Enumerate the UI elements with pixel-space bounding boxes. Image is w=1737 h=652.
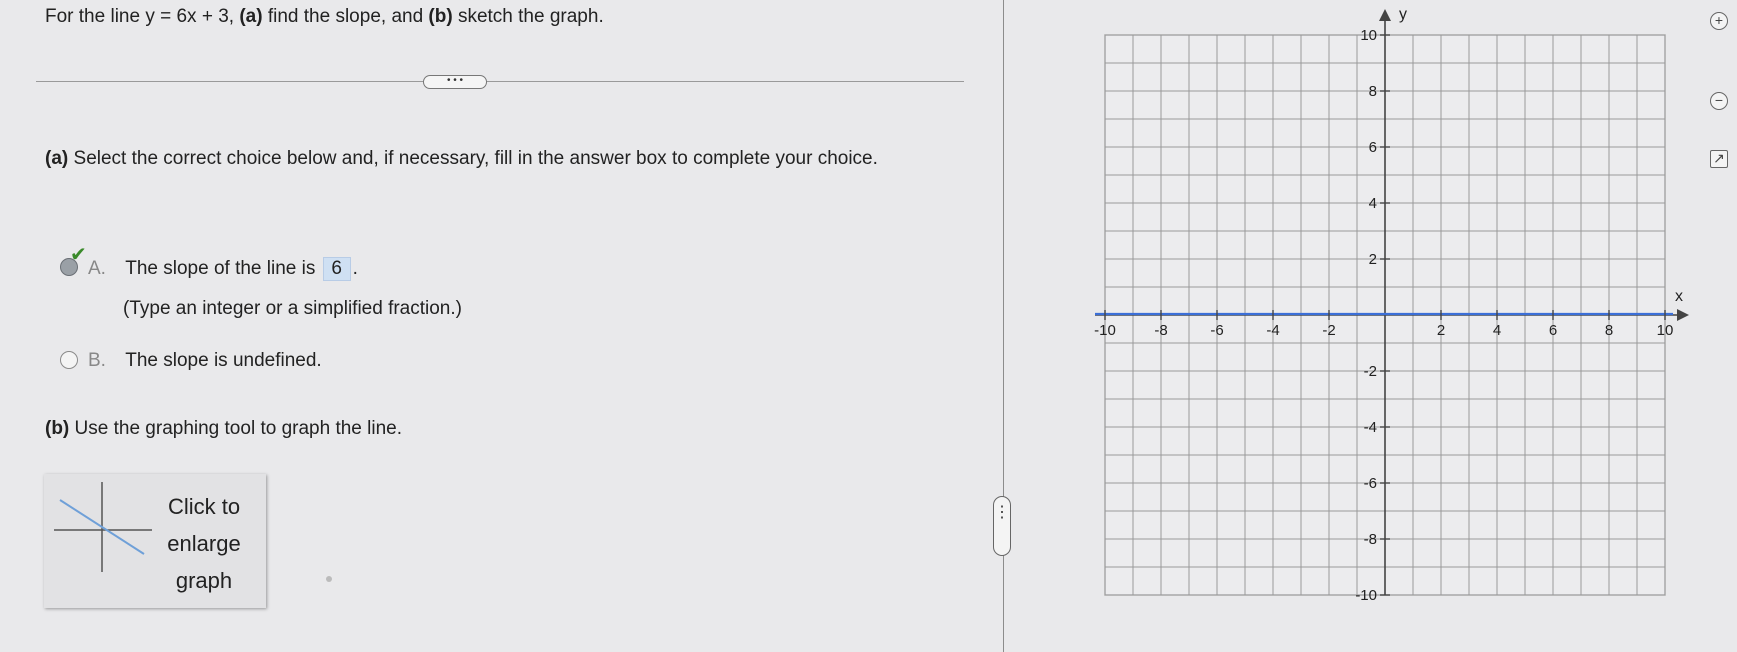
enlarge-line-1: Click to bbox=[167, 494, 241, 519]
choice-b-text: The slope is undefined. bbox=[125, 350, 322, 371]
question-text-b: sketch the graph. bbox=[452, 6, 604, 27]
y-tick-label: -8 bbox=[1363, 531, 1377, 548]
y-tick-label: -6 bbox=[1363, 475, 1377, 492]
coordinate-graph[interactable] bbox=[1080, 0, 1700, 620]
divider bbox=[36, 81, 964, 82]
x-tick-label: 8 bbox=[1604, 322, 1614, 339]
part-b-label: (b) bbox=[45, 418, 70, 439]
y-tick-label: 6 bbox=[1368, 139, 1377, 156]
choice-b-letter: B. bbox=[88, 350, 106, 371]
choice-b-radio[interactable] bbox=[60, 351, 78, 369]
popout-icon[interactable]: ↗ bbox=[1710, 150, 1728, 168]
part-a-instruction bbox=[45, 145, 905, 172]
y-axis-label: y bbox=[1399, 6, 1407, 23]
question-sep: , bbox=[228, 6, 240, 27]
choice-b[interactable] bbox=[88, 350, 322, 372]
part-b-tag: (b) bbox=[428, 6, 453, 27]
resize-handle[interactable]: ⋮ bbox=[993, 496, 1011, 556]
choice-a-period: . bbox=[352, 258, 358, 279]
x-axis-label: x bbox=[1675, 288, 1683, 305]
enlarge-line-2: enlarge bbox=[167, 531, 241, 556]
x-tick-label: 2 bbox=[1436, 322, 1446, 339]
y-tick-label: -4 bbox=[1363, 419, 1377, 436]
part-a-text: Select the correct choice below and, if necessary, fill in the answer box to complete your choice. bbox=[73, 148, 878, 169]
question-text-a: find the slope, and bbox=[262, 6, 429, 27]
stray-dot bbox=[326, 576, 332, 582]
question-text bbox=[45, 6, 604, 28]
y-tick-label: -2 bbox=[1363, 363, 1377, 380]
mini-graph-icon bbox=[44, 474, 154, 608]
x-tick-label: -10 bbox=[1094, 322, 1116, 339]
zoom-out-icon[interactable]: − bbox=[1710, 92, 1728, 110]
x-tick-label: -2 bbox=[1322, 322, 1336, 339]
y-axis-arrow bbox=[1379, 9, 1391, 21]
part-b-text: Use the graphing tool to graph the line. bbox=[69, 418, 402, 439]
part-a-tag: (a) bbox=[239, 6, 263, 27]
y-tick-label: 8 bbox=[1368, 83, 1377, 100]
y-tick-label: -10 bbox=[1355, 587, 1377, 604]
answer-hint: (Type an integer or a simplified fraction.) bbox=[123, 298, 462, 319]
x-tick-label: -8 bbox=[1154, 322, 1168, 339]
x-tick-label: -6 bbox=[1210, 322, 1224, 339]
expand-button[interactable]: • • • bbox=[423, 75, 487, 89]
x-tick-label: 10 bbox=[1656, 322, 1674, 339]
y-tick-label: 10 bbox=[1360, 27, 1377, 44]
slope-answer-box[interactable]: 6 bbox=[323, 257, 351, 281]
choice-a[interactable] bbox=[88, 257, 358, 281]
question-prefix: For the line bbox=[45, 6, 146, 27]
x-tick-label: 6 bbox=[1548, 322, 1558, 339]
y-tick-label: 4 bbox=[1368, 195, 1377, 212]
part-b-instruction bbox=[45, 418, 402, 440]
zoom-in-icon[interactable]: + bbox=[1710, 12, 1728, 30]
part-a-label: (a) bbox=[45, 148, 69, 169]
choice-a-letter: A. bbox=[88, 258, 106, 279]
x-tick-label: -4 bbox=[1266, 322, 1280, 339]
enlarge-graph-label bbox=[154, 488, 254, 599]
y-tick-label: 2 bbox=[1368, 251, 1377, 268]
x-tick-label: 4 bbox=[1492, 322, 1502, 339]
equation: y = 6x + 3 bbox=[145, 6, 229, 27]
enlarge-graph-button[interactable] bbox=[44, 474, 266, 608]
enlarge-line-3: graph bbox=[175, 568, 233, 593]
checkmark-icon: ✔ bbox=[70, 244, 87, 266]
choice-a-text: The slope of the line is bbox=[125, 258, 316, 279]
x-axis-arrow bbox=[1677, 309, 1689, 321]
